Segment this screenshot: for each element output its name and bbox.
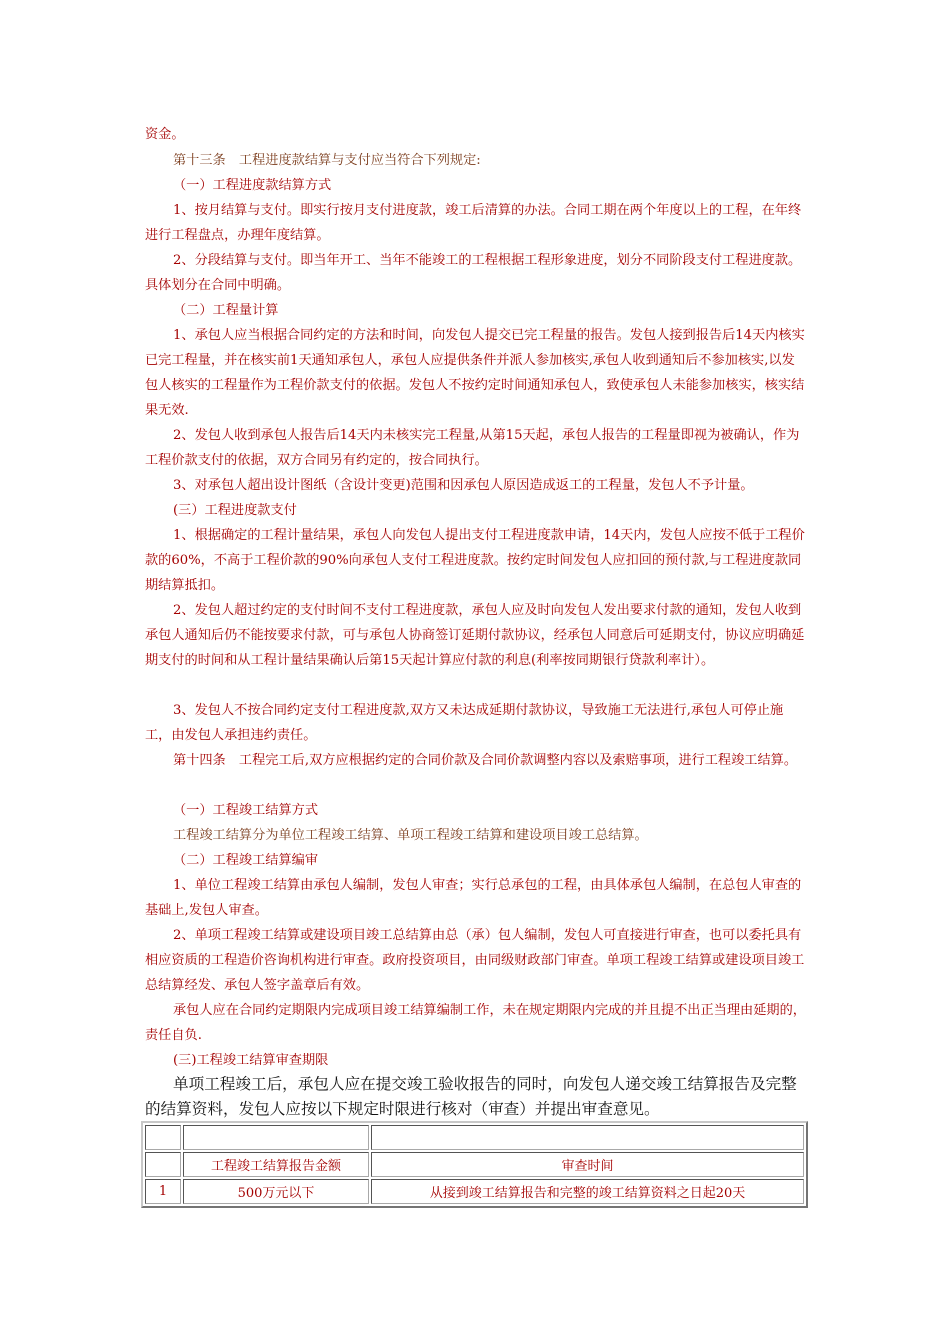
paragraph: 工程竣工结算分为单位工程竣工结算、单项工程竣工结算和建设项目竣工总结算。 <box>173 828 648 843</box>
review-period-table <box>141 1121 808 1208</box>
paragraph: 1、根据确定的工程计量结果，承包人向发包人提出支付工程进度款申请，14天内，发包人应按不低于工程价款的60%，不高于工程价款的90%向承包人支付工程进度款。按约定时间发包人应扣回的预付款,与工程进度款同期结算抵扣。 <box>145 528 805 593</box>
paragraph: 承包人应在合同约定期限内完成项目竣工结算编制工作，未在规定期限内完成的并且提不出正当理由延期的，责任自负. <box>145 1003 806 1043</box>
table-header-cell: 审查时间 <box>371 1152 804 1177</box>
section-heading: （二）工程量计算 <box>173 303 279 318</box>
table-row-empty <box>145 1125 804 1150</box>
paragraph: 1、单位工程竣工结算由承包人编制，发包人审查；实行总承包的工程，由具体承包人编制，在总包人审查的基础上,发包人审查。 <box>145 878 802 918</box>
section-heading: （二）工程竣工结算编审 <box>173 853 319 868</box>
section-heading: （一）工程竣工结算方式 <box>173 803 319 818</box>
table-cell <box>371 1125 804 1150</box>
paragraph: 2、发包人超过约定的支付时间不支付工程进度款，承包人应及时向发包人发出要求付款的通知，发包人收到承包人通知后仍不能按要求付款，可与承包人协商签订延期付款协议，经承包人同意后可延期支付，协议应明确延期支付的时间和从工程计量结果确认后第15天起计算应付款的利息(利率按同期银行贷款利率计）。 <box>145 603 805 668</box>
paragraph: 3、对承包人超出设计图纸（含设计变更)范围和因承包人原因造成返工的工程量，发包人不予计量。 <box>173 478 754 493</box>
table-cell <box>183 1125 369 1150</box>
paragraph-large: 单项工程竣工后，承包人应在提交竣工验收报告的同时，向发包人递交竣工结算报告及完整的结算资料，发包人应按以下规定时限进行核对（审查）并提出审查意见。 <box>145 1075 797 1118</box>
paragraph-continuation: 资金。 <box>145 127 185 142</box>
paragraph: 2、单项工程竣工结算或建设项目竣工总结算由总（承）包人编制，发包人可直接进行审查，也可以委托具有相应资质的工程造价咨询机构进行审查。政府投资项目，由同级财政部门审查。单项工程竣工结算或建设项目竣工总结算经发、承包人签字盖章后有效。 <box>145 928 805 993</box>
paragraph: 2、分段结算与支付。即当年开工、当年不能竣工的工程根据工程形象进度，划分不同阶段支付工程进度款。具体划分在合同中明确。 <box>145 253 802 293</box>
section-heading: （一）工程进度款结算方式 <box>173 178 332 193</box>
paragraph: 1、承包人应当根据合同约定的方法和时间，向发包人提交已完工程量的报告。发包人接到报告后14天内核实已完工程量，并在核实前1天通知承包人，承包人应提供条件并派人参加核实,承包人收到通知后不参加核实,以发包人核实的工程量作为工程价款支付的依据。发包人不按约定时间通知承包人，致使承包人未能参加核实，核实结果无效. <box>145 328 805 418</box>
table-cell <box>145 1125 181 1150</box>
table-header-cell <box>145 1152 181 1177</box>
article-14-heading: 第十四条 工程完工后,双方应根据约定的合同价款及合同价款调整内容以及索赔事项，进行工程竣工结算。 <box>173 753 798 768</box>
table-cell: 从接到竣工结算报告和完整的竣工结算资料之日起20天 <box>371 1179 804 1204</box>
table-cell: 1 <box>145 1179 181 1204</box>
table-row <box>145 1179 804 1204</box>
paragraph: 3、发包人不按合同约定支付工程进度款,双方又未达成延期付款协议，导致施工无法进行,承包人可停止施工，由发包人承担违约责任。 <box>145 703 784 743</box>
section-heading: (三)工程竣工结算审查期限 <box>173 1053 329 1068</box>
table-header-cell: 工程竣工结算报告金额 <box>183 1152 369 1177</box>
article-13-heading: 第十三条 工程进度款结算与支付应当符合下列规定: <box>173 153 481 168</box>
table-cell: 500万元以下 <box>183 1179 369 1204</box>
paragraph: 2、发包人收到承包人报告后14天内未核实完工程量,从第15天起，承包人报告的工程量即视为被确认，作为工程价款支付的依据，双方合同另有约定的，按合同执行。 <box>145 428 800 468</box>
section-heading: (三）工程进度款支付 <box>173 503 297 518</box>
table-header-row <box>145 1152 804 1177</box>
paragraph: 1、按月结算与支付。即实行按月支付进度款，竣工后清算的办法。合同工期在两个年度以上的工程，在年终进行工程盘点，办理年度结算。 <box>145 203 802 243</box>
